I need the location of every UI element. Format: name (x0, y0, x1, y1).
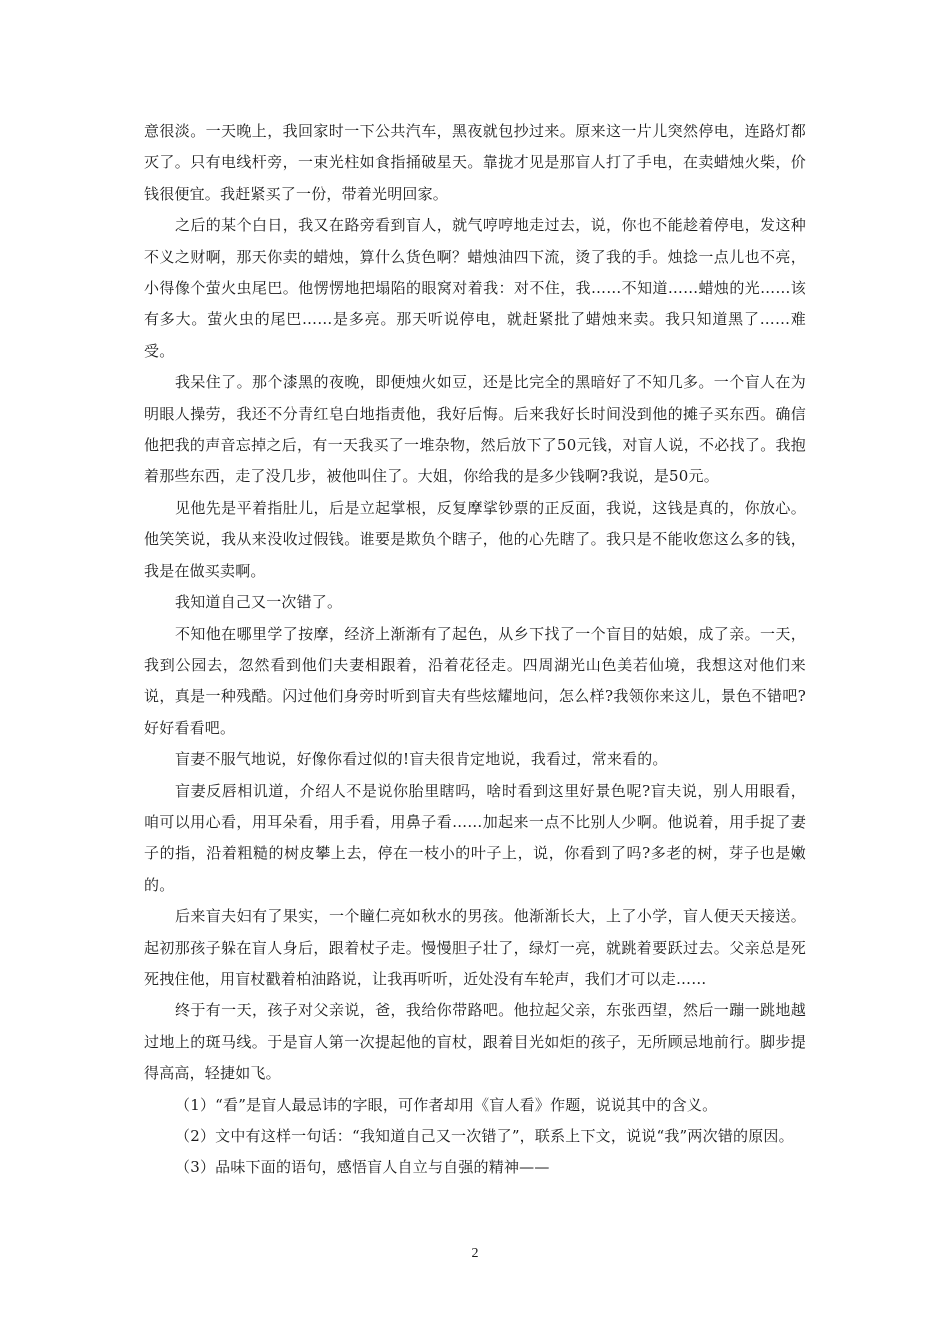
paragraph-10: 终于有一天，孩子对父亲说，爸，我给你带路吧。他拉起父亲，东张西望，然后一蹦一跳地越过地上的斑马线。于是盲人第一次提起他的盲杖，跟着目光如炬的孩子，无所顾忌地前行。脚步提得高高，轻捷如飞。 (144, 1001, 806, 1083)
document-body (144, 116, 806, 1184)
paragraph-6: 不知他在哪里学了按摩，经济上渐渐有了起色，从乡下找了一个盲目的姑娘，成了亲。一天，我到公园去，忽然看到他们夫妻相跟着，沿着花径走。四周湖光山色美若仙境，我想这对他们来说，真是一种残酷。闪过他们身旁时听到盲夫有些炫耀地问，怎么样?我领你来这儿，景色不错吧?好好看看吧。 (144, 624, 806, 737)
paragraph-4: 见他先是平着指肚儿，后是立起掌根，反复摩挲钞票的正反面，我说，这钱是真的，你放心。他笑笑说，我从来没收过假钱。谁要是欺负个瞎子，他的心先瞎了。我只是不能收您这么多的钱，我是在做买卖啊。 (144, 498, 806, 580)
paragraph-8: 盲妻反唇相讥道，介绍人不是说你胎里瞎吗，啥时看到这里好景色呢?盲夫说，别人用眼看，咱可以用心看，用耳朵看，用手看，用鼻子看……加起来一点不比别人少啊。他说着，用手捉了妻子的指，沿着粗糙的树皮攀上去，停在一枝小的叶子上，说，你看到了吗?多老的树，芽子也是嫩的。 (144, 781, 806, 894)
paragraph-2: 之后的某个白日，我又在路旁看到盲人，就气哼哼地走过去，说，你也不能趁着停电，发这种不义之财啊，那天你卖的蜡烛，算什么货色啊？蜡烛油四下流，烫了我的手。烛捻一点儿也不亮，小得像个萤火虫尾巴。他愣愣地把塌陷的眼窝对着我：对不住，我……不知道……蜡烛的光……该有多大。萤火虫的尾巴……是多亮。那天听说停电，就赶紧批了蜡烛来卖。我只知道黑了……难受。 (144, 216, 806, 360)
question-1: （1）“看”是盲人最忌讳的字眼，可作者却用《盲人看》作题，说说其中的含义。 (175, 1095, 718, 1114)
question-3: （3）品味下面的语句，感悟盲人自立与自强的精神—— (175, 1158, 550, 1177)
paragraph-9: 后来盲夫妇有了果实，一个瞳仁亮如秋水的男孩。他渐渐长大，上了小学，盲人便天天接送。起初那孩子躲在盲人身后，跟着杖子走。慢慢胆子壮了，绿灯一亮，就跳着要跃过去。父亲总是死死拽住他，用盲杖戳着柏油路说，让我再听听，近处没有车轮声，我们才可以走…… (144, 907, 806, 988)
paragraph-5: 我知道自己又一次错了。 (175, 593, 343, 612)
question-2: （2）文中有这样一句话：“我知道自己又一次错了”，联系上下文，说说“我”两次错的原因。 (175, 1127, 794, 1145)
paragraph-3: 我呆住了。那个漆黑的夜晚，即便烛火如豆，还是比完全的黑暗好了不知几多。一个盲人在为明眼人操劳，我还不分青红皂白地指责他，我好后悔。后来我好长时间没到他的摊子买东西。确信他把我的声音忘掉之后，有一天我买了一堆杂物，然后放下了50元钱，对盲人说，不必找了。我抱着那些东西，走了没几步，被他叫住了。大姐，你给我的是多少钱啊?我说，是50元。 (144, 373, 806, 486)
paragraph-1: 意很淡。一天晚上，我回家时一下公共汽车，黑夜就包抄过来。原来这一片儿突然停电，连路灯都灭了。只有电线杆旁，一束光柱如食指捅破星天。靠拢才见是那盲人打了手电，在卖蜡烛火柴，价钱很便宜。我赶紧买了一份，带着光明回家。 (144, 122, 806, 203)
page-number: 2 (471, 1246, 479, 1261)
paragraph-7: 盲妻不服气地说，好像你看过似的!盲夫很肯定地说，我看过，常来看的。 (175, 750, 668, 769)
